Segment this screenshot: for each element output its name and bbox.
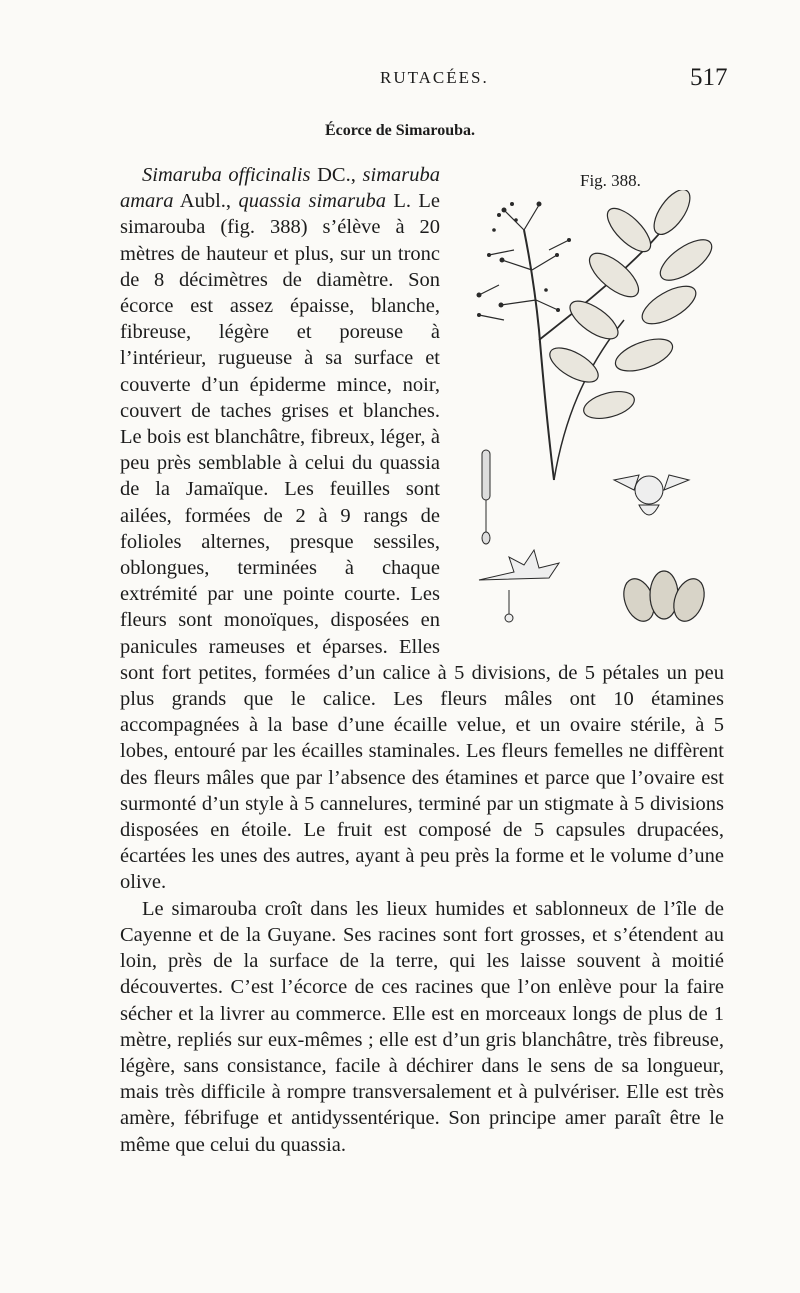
running-head: RUTACÉES. (380, 68, 489, 87)
body-text (120, 162, 724, 1158)
page-number: 517 (690, 64, 728, 91)
paragraph-1-text: L. Le simarouba (fig. 388) s’élève à 20 mètres de hauteur et plus, sur un tronc de 8 décimètres de diamètre. Son écorce est assez épaisse, blanche, fibreuse, légère et poreuse à l’intérieur, rugueuse à sa surface et couverte d’un épiderme mince, noir, couvert de taches grises et blanches. Le bois est blanchâtre, fibreux, léger, à peu près semblable à celui du quassia de la Jamaïque. Les feuilles sont ailées, formées de 2 à 9 rangs de folioles alternes, presque sessiles, oblongues, terminées à chaque extrémité par une pointe courte. Les fleurs sont monoïques, disposées en panicules rameuses et éparses. Elles sont fort petites, formées d’un calice à 5 divisions, de 5 pétales un peu plus grands que le calice. Les fleurs mâles ont 10 étamines accompagnées à la base d’une écaille velue, et un ovaire stérile, à 5 lobes, entouré par les écailles staminales. Les fleurs femelles ne diffèrent des fleurs mâles que par l’absence des étamines et parce que l’ovaire est surmonté d’un style à 5 cannelures, terminé par un stigmate à 5 divisions disposées en étoile. Le fruit est composé de 5 capsules drupacées, écartées les unes des autres, ayant à peu près la forme et le volume d’une olive. (120, 190, 724, 894)
species-author: DC., (310, 164, 363, 186)
synonym-2: quassia simaruba (238, 190, 386, 213)
paragraph-1 (120, 162, 724, 896)
species-name: Simaruba officinalis (142, 164, 311, 186)
synonym-1: simaruba amara (120, 164, 440, 213)
figure-388 (454, 162, 724, 634)
synonym-1-author: Aubl., (173, 190, 239, 213)
paragraph-2: Le simarouba croît dans les lieux humides et sablonneux de l’île de Cayenne et de la Guyane. Ses racines sont fort grosses, et s’étendent au loin, près de la surface de la terre, qui les laisse souvent à moitié découvertes. C’est l’écorce de ces racines que l’on enlève pour la faire sécher et la livrer au commerce. Elle est en morceaux longs de plus de 1 mètre, repliés sur eux-mêmes ; elle est d’un gris blanchâtre, très fibreuse, légère, sans consistance, facile à déchirer dans le sens de sa longueur, mais très difficile à rompre transversalement et à pulvériser. Elle est très amère, fébrifuge et antidyssentérique. Son principe amer paraît être le même que celui du quassia. (120, 897, 724, 1156)
section-title: Écorce de Simarouba. (324, 122, 476, 139)
simarouba-illustration (454, 190, 724, 634)
figure-caption: Fig. 388. (580, 171, 641, 190)
